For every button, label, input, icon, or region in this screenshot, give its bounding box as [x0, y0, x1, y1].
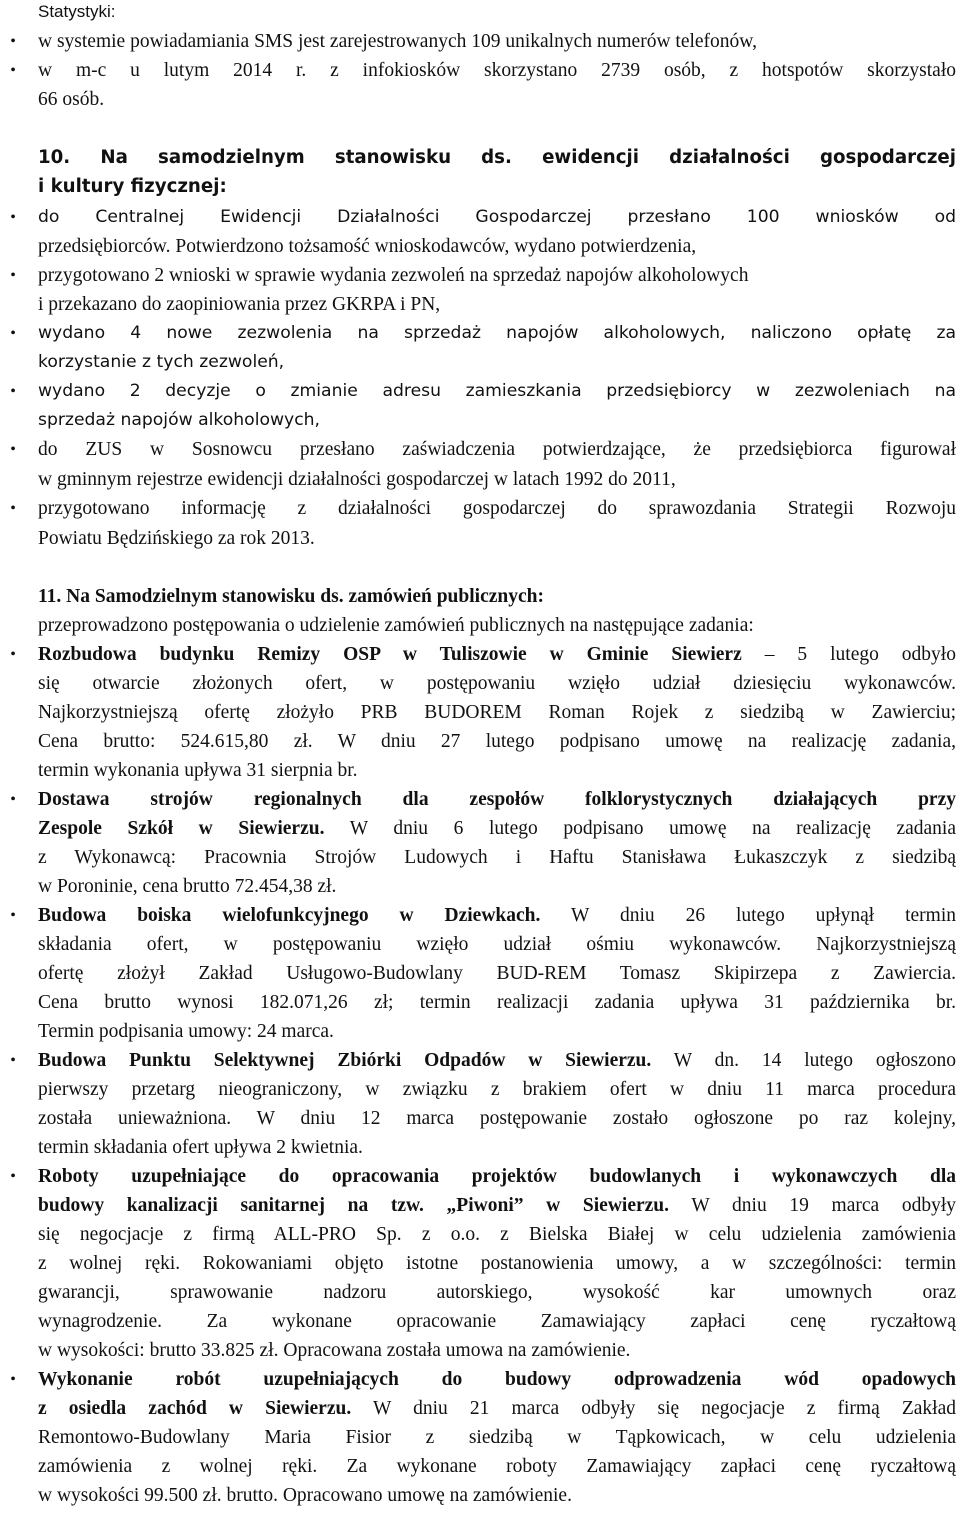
text-line	[38, 640, 956, 669]
text-line: wydano 4 nowe zezwolenia na sprzedaż napojów alkoholowych, naliczono opłatę za	[38, 323, 956, 343]
text-line: termin wykonania upływa 31 sierpnia br.	[38, 760, 358, 781]
item-text: W dn. 14 lutego ogłoszono	[651, 1050, 956, 1071]
text-line: w m-c u lutym 2014 r. z infokiosków skorzystano 2739 osób, z hotspotów skorzystało	[38, 60, 956, 81]
bullet-icon: •	[10, 1371, 16, 1388]
text-line: gwarancji, sprawowanie nadzoru autorskiego, wysokość kar umownych oraz	[38, 1282, 956, 1303]
text-line: składania ofert, w postępowaniu wzięło udział ośmiu wykonawców. Najkorzystniejszą	[38, 934, 956, 955]
bold-item-title: budowy kanalizacji sanitarnej na tzw. „Piwoni” w Siewierzu.	[38, 1195, 669, 1216]
text-line: do Centralnej Ewidencji Działalności Gospodarczej przesłano 100 wniosków od	[38, 207, 956, 227]
text-line: Statystyki:	[38, 2, 116, 21]
section-heading-line: 10. Na samodzielnym stanowisku ds. ewidencji działalności gospodarczej	[38, 147, 956, 168]
bullet-icon: •	[10, 907, 16, 924]
text-line: 66 osób.	[38, 89, 105, 110]
bullet-icon: •	[10, 62, 16, 79]
bullet-icon: •	[10, 209, 16, 226]
text-line: Remontowo-Budowlany Maria Fisior z siedzibą w Tąpkowicach, w celu udzielenia	[38, 1427, 956, 1448]
text-line: się otwarcie złożonych ofert, w postępowaniu wzięło udział dziesięciu wykonawców.	[38, 673, 956, 694]
bold-item-title: Budowa boiska wielofunkcyjnego w Dziewkach.	[38, 905, 541, 926]
bullet-icon: •	[10, 791, 16, 808]
bullet-icon: •	[10, 267, 16, 284]
text-line: sprzedaż napojów alkoholowych,	[38, 410, 321, 430]
text-line: się negocjacje z firmą ALL-PRO Sp. z o.o. z Bielska Białej w celu udzielenia zamówienia	[38, 1224, 956, 1245]
text-line	[38, 814, 956, 843]
text-line: Cena brutto: 524.615,80 zł. W dniu 27 lutego podpisano umowę na realizację zadania,	[38, 731, 956, 752]
bullet-icon: •	[10, 383, 16, 400]
text-line: wydano 2 decyzje o zmianie adresu zamieszkania przedsiębiorcy w zezwoleniach na	[38, 381, 956, 401]
text-line: została unieważniona. W dniu 12 marca postępowanie zostało ogłoszone po raz kolejny,	[38, 1108, 956, 1129]
bullet-icon: •	[10, 441, 16, 458]
bullet-icon: •	[10, 33, 16, 50]
bold-item-title: Roboty uzupełniające do opracowania projektów budowlanych i wykonawczych dla	[38, 1166, 956, 1187]
text-line: wynagrodzenie. Za wykonane opracowanie Zamawiający zapłaci cenę ryczałtową	[38, 1311, 956, 1332]
text-line: Termin podpisania umowy: 24 marca.	[38, 1021, 334, 1042]
text-line: przygotowano 2 wnioski w sprawie wydania zezwoleń na sprzedaż napojów alkoholowych	[38, 265, 749, 286]
text-line	[38, 1046, 956, 1075]
text-line	[38, 1394, 956, 1423]
text-line: korzystanie z tych zezwoleń,	[38, 352, 285, 372]
bold-item-title: Budowa Punktu Selektywnej Zbiórki Odpadów w Siewierzu.	[38, 1050, 652, 1071]
text-line: do ZUS w Sosnowcu przesłano zaświadczenia potwierdzające, że przedsiębiorca figurował	[38, 439, 956, 460]
bullet-icon: •	[10, 1168, 16, 1185]
text-line: Najkorzystniejszą ofertę złożyło PRB BUDOREM Roman Rojek z siedzibą w Zawierciu;	[38, 702, 956, 723]
text-line	[38, 785, 956, 814]
bullet-icon: •	[10, 1052, 16, 1069]
text-line	[38, 1191, 956, 1220]
bold-item-title: z osiedla zachód w Siewierzu.	[38, 1398, 352, 1419]
text-line	[38, 1162, 956, 1191]
text-line	[38, 553, 956, 582]
text-line: w gminnym rejestrze ewidencji działalności gospodarczej w latach 1992 do 2011,	[38, 469, 676, 490]
text-line: przedsiębiorców. Potwierdzono tożsamość wnioskodawców, wydano potwierdzenia,	[38, 236, 697, 257]
text-line: w wysokości 99.500 zł. brutto. Opracowano umowę na zamówienie.	[38, 1485, 572, 1506]
text-line: przygotowano informację z działalności gospodarczej do sprawozdania Strategii Rozwoju	[38, 498, 956, 519]
item-text: W dniu 21 marca odbyły się negocjacje z firmą Zakład	[351, 1398, 956, 1419]
text-line	[38, 901, 956, 930]
bold-item-title: Wykonanie robót uzupełniających do budowy odprowadzenia wód opadowych	[38, 1369, 956, 1390]
bullet-icon: •	[10, 325, 16, 342]
bold-item-title: Rozbudowa budynku Remizy OSP w Tuliszowie w Gminie Siewierz	[38, 644, 742, 665]
text-line: pierwszy przetarg nieograniczony, w związku z brakiem ofert w dniu 11 marca procedura	[38, 1079, 956, 1100]
item-text: W dniu 26 lutego upłynął termin	[540, 905, 956, 926]
text-line: z Wykonawcą: Pracownia Strojów Ludowych i Haftu Stanisława Łukaszczyk z siedzibą	[38, 847, 956, 868]
bold-item-title: Zespole Szkół w Siewierzu.	[38, 818, 325, 839]
text-line: w wysokości: brutto 33.825 zł. Opracowana została umowa na zamówienie.	[38, 1340, 631, 1361]
text-line: zamówienia z wolnej ręki. Za wykonane roboty Zamawiający zapłaci cenę ryczałtową	[38, 1456, 956, 1477]
bullet-icon: •	[10, 500, 16, 517]
item-text: W dniu 6 lutego podpisano umowę na realizację zadania	[324, 818, 956, 839]
text-line: w Poroninie, cena brutto 72.454,38 zł.	[38, 876, 337, 897]
bold-item-title: Dostawa strojów regionalnych dla zespołów folklorystycznych działających przy	[38, 789, 956, 810]
text-line: Powiatu Będzińskiego za rok 2013.	[38, 528, 315, 549]
text-line: w systemie powiadamiania SMS jest zarejestrowanych 109 unikalnych numerów telefonów,	[38, 31, 757, 52]
bullet-icon: •	[10, 646, 16, 663]
text-line: ofertę złożył Zakład Usługowo-Budowlany BUD-REM Tomasz Skipirzepa z Zawiercia.	[38, 963, 956, 984]
section-heading-line: 11. Na Samodzielnym stanowisku ds. zamówień publicznych:	[38, 586, 544, 607]
text-line: i przekazano do zaopiniowania przez GKRPA i PN,	[38, 294, 441, 315]
text-line	[38, 1365, 956, 1394]
text-line: termin składania ofert upływa 2 kwietnia.	[38, 1137, 363, 1158]
section-heading-line: i kultury fizycznej:	[38, 176, 227, 197]
item-text: W dniu 19 marca odbyły	[669, 1195, 956, 1216]
item-text: – 5 lutego odbyło	[741, 644, 956, 665]
text-line: Cena brutto wynosi 182.071,26 zł; termin realizacji zadania upływa 31 października br.	[38, 992, 956, 1013]
text-line: z wolnej ręki. Rokowaniami objęto istotne postanowienia umowy, a w szczególności: termin	[38, 1253, 956, 1274]
text-line: przeprowadzono postępowania o udzielenie zamówień publicznych na następujące zadania:	[38, 615, 754, 636]
text-line	[38, 114, 956, 143]
